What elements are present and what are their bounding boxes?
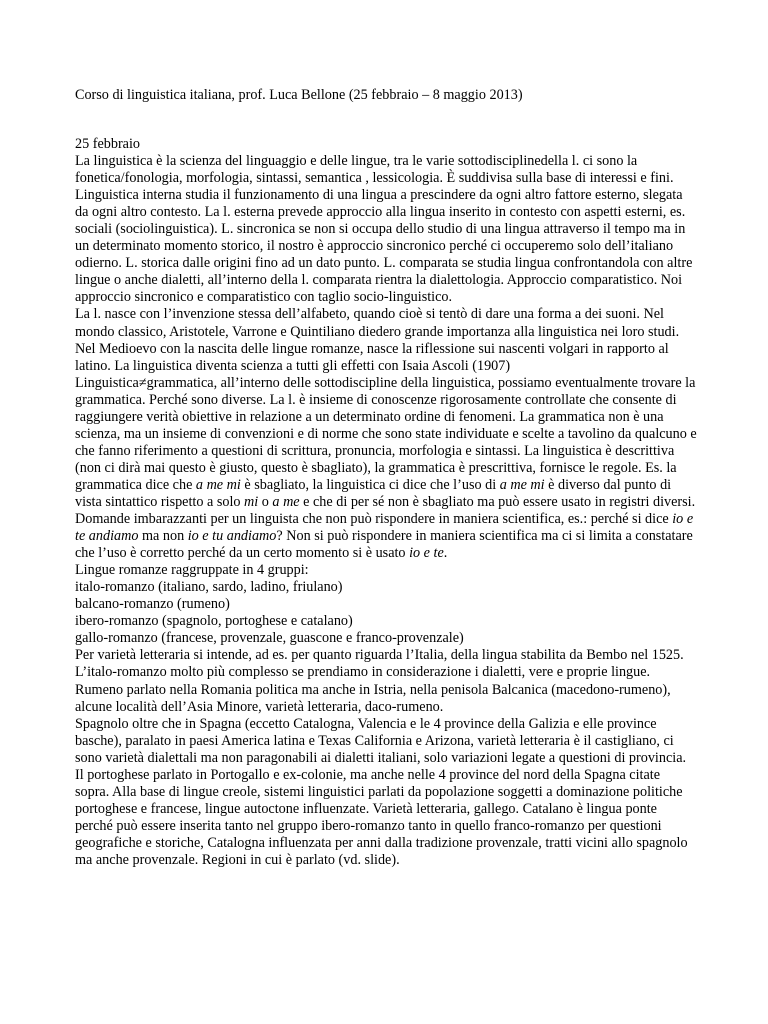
- example-term: io e te: [409, 545, 444, 562]
- paragraph-italo-romanzo: L’italo-romanzo molto più complesso se prendiamo in considerazione i dialetti, vere e proprie lingue.: [75, 664, 651, 681]
- example-term: a me mi: [499, 476, 545, 493]
- example-term: io e te andiamo: [75, 511, 694, 545]
- group-item-ibero: ibero-romanzo (spagnolo, portoghese e catalano): [75, 613, 353, 630]
- paragraph-grammar: [75, 375, 697, 563]
- text-run: Linguistica≠grammatica, all’interno delle sottodiscipline della linguistica, possiamo eventualmente trovare la grammatica. Perché sono diverse. La l. è insieme di conoscenze rigorosamente controllate che consente di raggiungere verità obiettive in relazione a un determinato ordine di fenomeni. La grammatica non è una scienza, ma un insieme di convenzioni e di norme che sono state individuate e scelte a tavolino da qualcuno e che fanno riferimento a questioni di scrittura, pronuncia, morfologia e sintassi. La linguistica è descrittiva (non ci dirà mai questo è giusto, questo è sbagliato), la grammatica è prescrittiva, fornisce le regole. Es. la grammatica dice che: [75, 374, 697, 493]
- paragraph-definition: La linguistica è la scienza del linguaggio e delle lingue, tra le varie sottodisciplinedella l. ci sono la fonetica/fonologia, morfologia, sintassi, semantica , lessicologia. È suddivisa sulla base di interessi e fini. Linguistica interna studia il funzionamento di una lingua a prescindere da ogni altro fattore esterno, slegata da ogni altro contesto. La l. esterna prevede approccio alla lingua inserito in contesto con aspetti esterni, es. sociali (sociolinguistica). L. sincronica se non si occupa dello studio di una lingua attraverso il tempo ma in un determinato momento storico, il nostro è approccio sincronico perché ci occuperemo solo dell’italiano odierno. L. storica dalle origini fino ad un dato punto. L. comparata se studia lingua confrontandola con altre lingue o anche dialetti, all’interno della l. comparata rientra la dialettologia. Approccio comparatistico. Noi approccio sincronico e comparatistico con taglio socio-linguistico.: [75, 153, 693, 306]
- date-heading: 25 febbraio: [75, 136, 141, 152]
- text-run: e che di per sé non è sbagliato ma può essere usato in registri diversi. Domande imbarazzanti per un linguista che non può rispondere in maniera scientifica, es.: perché si dice: [75, 493, 696, 528]
- paragraph-history: La l. nasce con l’invenzione stessa dell’alfabeto, quando cioè si tentò di dare una forma a dei suoni. Nel mondo classico, Aristotele, Varrone e Quintiliano diedero grande importanza alla linguistica nei loro studi. Nel Medioevo con la nascita delle lingue romanze, nasce la riflessione sui nascenti volgari in rapporto al latino. La linguistica diventa scienza a tutti gli effetti con Isaia Ascoli (1907): [75, 306, 680, 374]
- document-body: [75, 136, 697, 869]
- groups-heading: Lingue romanze raggruppate in 4 gruppi:: [75, 562, 309, 579]
- group-item-italo: italo-romanzo (italiano, sardo, ladino, friulano): [75, 579, 343, 596]
- paragraph-rumeno: Rumeno parlato nella Romania politica ma anche in Istria, nella penisola Balcanica (macedono-rumeno), alcune località dell’Asia Minore, varietà letteraria, daco-rumeno.: [75, 681, 671, 715]
- document-title: Corso di linguistica italiana, prof. Luca Bellone (25 febbraio – 8 maggio 2013): [75, 87, 523, 103]
- text-run: o: [258, 493, 273, 510]
- example-term: a me mi: [195, 476, 241, 493]
- text-run: .: [443, 545, 448, 562]
- example-term: a me: [272, 493, 300, 510]
- text-run: ma non: [138, 528, 188, 545]
- example-term: io e tu andiamo: [187, 528, 277, 545]
- group-item-balcano: balcano-romanzo (rumeno): [75, 596, 230, 613]
- text-run: ? Non si può rispondere in maniera scientifica ma ci si limita a constatare che l’uso è corretto perché da un certo momento si è usato: [75, 528, 693, 562]
- group-item-gallo: gallo-romanzo (francese, provenzale, guascone e franco-provenzale): [75, 630, 464, 647]
- text-run: è diverso dal punto di vista sintattico rispetto a solo: [75, 476, 672, 510]
- example-term: mi: [244, 493, 259, 510]
- paragraph-spagnolo: Spagnolo oltre che in Spagna (eccetto Catalogna, Valencia e le 4 province della Galizia e elle province basche), paralato in paesi America latina e Texas California e Arizona, varietà letteraria è il castigliano, ci sono varietà dialettali ma non paragonabili ai dialetti italiani, solo variazioni legate a questioni di provincia. Il portoghese parlato in Portogallo e ex-colonie, ma anche nelle 4 province del nord della Spagna citate sopra. Alla base di lingue creole, sistemi linguistici parlati da popolazione soggetti a dominazione politiche portoghese e francese, lingue autoctone influenzate. Varietà letteraria, gallego. Catalano è lingua ponte perché può essere inserita tanto nel gruppo ibero-romanzo tanto in quello franco-romanzo per questioni geografiche e storiche, Catalogna influenzata per anni dalla tradizione provenzale, tratti vicini allo spagnolo ma anche provenzale. Regioni in cui è parlato (vd. slide).: [75, 715, 688, 868]
- text-run: è sbagliato, la linguistica ci dice che l’uso di: [240, 476, 500, 493]
- paragraph-literary-variety: Per varietà letteraria si intende, ad es. per quanto riguarda l’Italia, della lingua stabilita da Bembo nel 1525.: [75, 647, 684, 664]
